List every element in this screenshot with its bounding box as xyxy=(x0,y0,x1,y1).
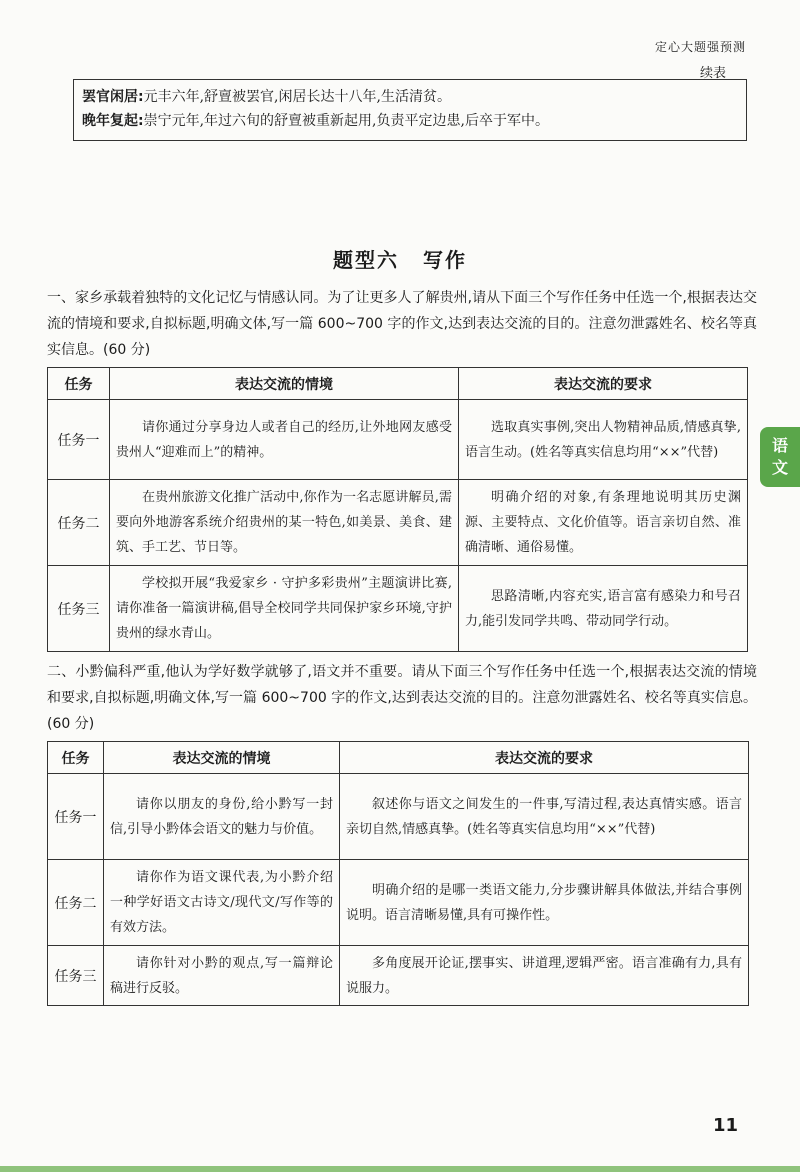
col-header: 表达交流的要求 xyxy=(340,742,749,774)
table-row xyxy=(48,480,748,566)
table-row xyxy=(48,400,748,480)
q2-task-table xyxy=(47,741,749,1006)
task-context: 请你针对小黔的观点,写一篇辩论稿进行反驳。 xyxy=(104,946,340,1006)
table-row xyxy=(48,946,749,1006)
table-row xyxy=(48,860,749,946)
info-row-label: 晚年复起: xyxy=(82,113,144,129)
task-name: 任务二 xyxy=(48,480,110,566)
task-name: 任务三 xyxy=(48,946,104,1006)
task-requirement: 明确介绍的是哪一类语文能力,分步骤讲解具体做法,并结合事例说明。语言清晰易懂,具有可操作性。 xyxy=(340,860,749,946)
info-row-label: 罢官闲居: xyxy=(82,89,144,105)
col-header: 表达交流的情境 xyxy=(110,368,459,400)
table-header-row xyxy=(48,368,748,400)
side-tab-char: 语 xyxy=(771,436,788,455)
q2-intro: 二、小黔偏科严重,他认为学好数学就够了,语文并不重要。请从下面三个写作任务中任选一个,根据表达交流的情境和要求,自拟标题,明确文体,写一篇 600~700 字的作文,达到表达交流的目的。注意勿泄露姓名、校名等真实信息。(60 分) xyxy=(47,664,757,732)
task-context: 请你作为语文课代表,为小黔介绍一种学好语文古诗文/现代文/写作等的有效方法。 xyxy=(104,860,340,946)
page-bottom-edge xyxy=(0,1166,800,1172)
task-name: 任务二 xyxy=(48,860,104,946)
task-requirement: 思路清晰,内容充实,语言富有感染力和号召力,能引发同学共鸣、带动同学行动。 xyxy=(459,566,748,652)
top-info-box xyxy=(73,79,747,141)
task-requirement: 叙述你与语文之间发生的一件事,写清过程,表达真情实感。语言亲切自然,情感真挚。(姓名等真实信息均用“××”代替) xyxy=(340,774,749,860)
task-requirement: 明确介绍的对象,有条理地说明其历史渊源、主要特点、文化价值等。语言亲切自然、准确清晰、通俗易懂。 xyxy=(459,480,748,566)
task-context: 请你通过分享身边人或者自己的经历,让外地网友感受贵州人“迎难而上”的精神。 xyxy=(110,400,459,480)
task-name: 任务三 xyxy=(48,566,110,652)
q1-intro: 一、家乡承载着独特的文化记忆与情感认同。为了让更多人了解贵州,请从下面三个写作任务中任选一个,根据表达交流的情境和要求,自拟标题,明确文体,写一篇 600~700 字的作文,达到表达交流的目的。注意勿泄露姓名、校名等真实信息。(60 分) xyxy=(47,290,757,358)
info-row xyxy=(82,85,738,109)
info-row-text: 元丰六年,舒亶被罢官,闲居长达十八年,生活清贫。 xyxy=(143,89,451,105)
task-context: 请你以朋友的身份,给小黔写一封信,引导小黔体会语文的魅力与价值。 xyxy=(104,774,340,860)
q1-task-table xyxy=(47,367,748,652)
section-title xyxy=(0,244,800,273)
table-row xyxy=(48,774,749,860)
subject-side-tab xyxy=(760,427,800,487)
col-header: 表达交流的要求 xyxy=(459,368,748,400)
page-number: 11 xyxy=(712,1115,738,1136)
task-requirement: 选取真实事例,突出人物精神品质,情感真挚,语言生动。(姓名等真实信息均用“××”代替) xyxy=(459,400,748,480)
col-header: 表达交流的情境 xyxy=(104,742,340,774)
info-row xyxy=(82,109,738,133)
col-header: 任务 xyxy=(48,368,110,400)
table-header-row xyxy=(48,742,749,774)
task-context: 在贵州旅游文化推广活动中,你作为一名志愿讲解员,需要向外地游客系统介绍贵州的某一特色,如美景、美食、建筑、手工艺、节日等。 xyxy=(110,480,459,566)
task-name: 任务一 xyxy=(48,400,110,480)
info-row-text: 崇宁元年,年过六旬的舒亶被重新起用,负责平定边患,后卒于军中。 xyxy=(143,113,549,129)
task-context: 学校拟开展“我爱家乡 · 守护多彩贵州”主题演讲比赛,请你准备一篇演讲稿,倡导全校同学共同保护家乡环境,守护贵州的绿水青山。 xyxy=(110,566,459,652)
side-tab-char: 文 xyxy=(771,458,788,477)
header-continued: 续表 xyxy=(699,66,726,81)
task-name: 任务一 xyxy=(48,774,104,860)
task-requirement: 多角度展开论证,摆事实、讲道理,逻辑严密。语言准确有力,具有说服力。 xyxy=(340,946,749,1006)
header-series: 定心大题强预测 xyxy=(654,40,746,54)
table-row xyxy=(48,566,748,652)
section-title-right: 写作 xyxy=(423,248,467,272)
section-title-left: 题型六 xyxy=(333,248,399,272)
col-header: 任务 xyxy=(48,742,104,774)
